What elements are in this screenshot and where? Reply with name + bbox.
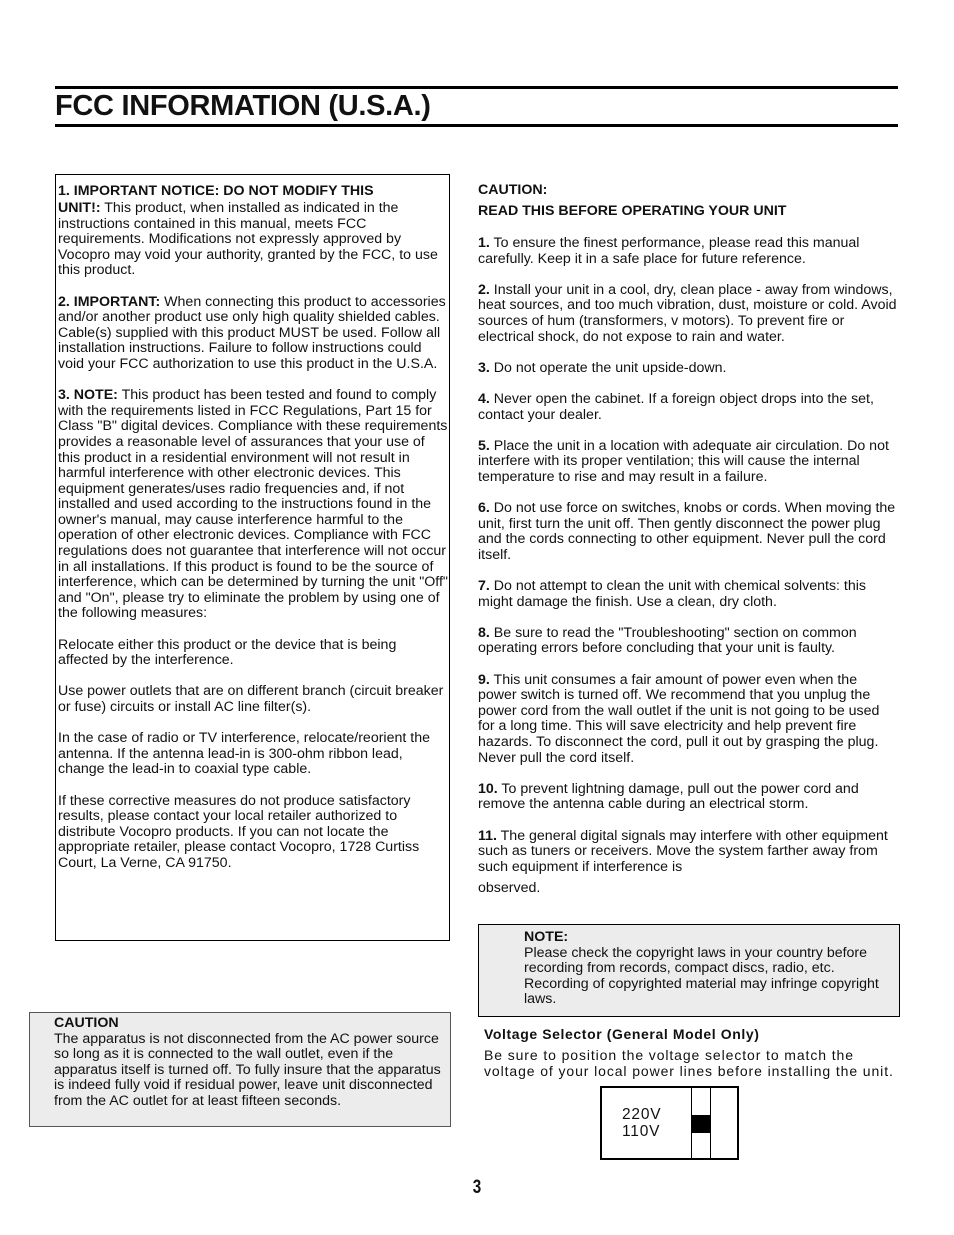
- caution-item: 3. Do not operate the unit upside-down.: [478, 359, 727, 376]
- notice1-paragraph: UNIT!: This product, when installed as indicated in the instructions contained in this manual, meets FCC requirements. Modifications not expressly approved by Vocopro may void your authority, granted by the FCC, to use this product.: [58, 200, 438, 279]
- page-title: FCC INFORMATION (U.S.A.): [55, 90, 431, 122]
- voltage-selector-title: Voltage Selector (General Model Only): [484, 1026, 760, 1042]
- caution-box: [29, 1012, 451, 1127]
- caution-item: 7. Do not attempt to clean the unit with chemical solvents: this might damage the finish. Use a clean, dry cloth.: [478, 578, 866, 610]
- caution-heading: CAUTION:: [478, 182, 548, 198]
- selector-track: [691, 1088, 711, 1158]
- voltage-option-110: 110V: [622, 1123, 661, 1140]
- caution-item: 1. To ensure the finest performance, please read this manual carefully. Keep it in a safe place for future reference.: [478, 235, 860, 267]
- voltage-labels: [622, 1106, 661, 1140]
- selector-knob: [692, 1115, 710, 1133]
- note-box: [478, 924, 900, 1017]
- note-title: NOTE:: [524, 929, 569, 945]
- caution-item: 8. Be sure to read the "Troubleshooting" section on common operating errors before concluding that your unit is faulty.: [478, 624, 857, 657]
- notice2-paragraph: 2. IMPORTANT: When connecting this product to accessories and/or another product use only high quality shielded cables. Cable(s) supplied with this product MUST be used. Follow all installation instructions. Failure to follow instructions could void your FCC authorization to use this product in the U.S.A.: [58, 293, 446, 372]
- voltage-selector-text: Be sure to position the voltage selector to match the voltage of your local power lines before installing the unit.: [484, 1047, 894, 1079]
- caution-item: 2. Install your unit in a cool, dry, clean place - away from windows, heat sources, and too much vibration, dust, moisture or cold. Avoid sources of hum (transformers, v motors). To prevent fire or electrical shock, do not expose to rain and water.: [478, 281, 897, 345]
- notice3-paragraph: 3. NOTE: This product has been tested and found to comply with the requirements listed in FCC Regulations, Part 15 for Class "B" digital devices. Compliance with these requirements provides a reasonable level of assurances that your use of this product in a residential environment will not result in harmful interference with other electronic devices. This equipment generates/uses radio frequencies and, if not installed and used according to the instructions found in the owner's manual, may cause interference harmful to the operation of other electronic devices. Compliance with FCC regulations does not guarantee that interference will not occur in all installations. If this product is found to be the source of interference, which can be determined by turning the unit "Off" and "On", please try to eliminate the problem by using one of the following measures:: [58, 387, 448, 622]
- caution-item: 9. This unit consumes a fair amount of power even when the power switch is turned off. We recommend that you unplug the power cord from the wall outlet if the unit is not going to be used for a long time. This will save electricity and help prevent fire hazards. To disconnect the cord, pull it out by grasping the plug. Never pull the cord itself.: [478, 671, 880, 766]
- caution-item: 4. Never open the cabinet. If a foreign object drops into the set, contact your dealer.: [478, 390, 874, 423]
- page-number: 3: [472, 1177, 482, 1198]
- notice1-heading: 1. IMPORTANT NOTICE: DO NOT MODIFY THIS: [58, 183, 374, 199]
- caution-text: The apparatus is not disconnected from the AC power source so long as it is connected to the wall outlet, even if the apparatus itself is turned off. To fully insure that the apparatus is indeed fully void if residual power, leave unit disconnected from the AC outlet for at least fifteen seconds.: [54, 1030, 441, 1109]
- voltage-option-220: 220V: [622, 1106, 662, 1123]
- caution-item: 10. To prevent lightning damage, pull out the power cord and remove the antenna cable during an electrical storm.: [478, 780, 859, 813]
- note-text: Please check the copyright laws in your country before recording from records, compact discs, radio, etc. Recording of copyrighted material may infringe copyright laws.: [524, 944, 879, 1008]
- measure-outlets: Use power outlets that are on different branch (circuit breaker or fuse) circuits or install AC line filter(s).: [58, 683, 444, 715]
- measure-contact: If these corrective measures do not produce satisfactory results, please contact your local retailer authorized to distribute Vocopro products. If you can not locate the appropriate retailer, please contact Vocopro, 1728 Curtiss Court, La Verne, CA 91750.: [58, 792, 420, 871]
- title-bottom-rule: [55, 124, 898, 127]
- caution-item-tail: observed.: [478, 880, 541, 897]
- caution-item: 5. Place the unit in a location with adequate air circulation. Do not interfere with its proper ventilation; this will cause the internal temperature to rise and may result in a failure.: [478, 437, 889, 485]
- caution-item: 11. The general digital signals may interfere with other equipment such as tuners or receivers. Move the system farther away from such equipment if interference is: [478, 827, 888, 875]
- caution-item: 6. Do not use force on switches, knobs or cords. When moving the unit, first turn the unit off. Then gently disconnect the power plug and the cords connecting to other equipment. Never pull the cord itself.: [478, 500, 896, 563]
- voltage-selector-diagram: [600, 1086, 739, 1160]
- read-before-heading: READ THIS BEFORE OPERATING YOUR UNIT: [478, 203, 787, 219]
- measure-relocate: Relocate either this product or the device that is being affected by the interference.: [58, 636, 397, 669]
- fcc-notice-text: [58, 181, 450, 887]
- caution-title: CAUTION: [54, 1015, 119, 1031]
- measure-antenna: In the case of radio or TV interference, relocate/reorient the antenna. If the antenna lead-in is 300-ohm ribbon lead, change the lead-in to coaxial type cable.: [58, 730, 430, 778]
- operating-caution-section: [478, 180, 898, 913]
